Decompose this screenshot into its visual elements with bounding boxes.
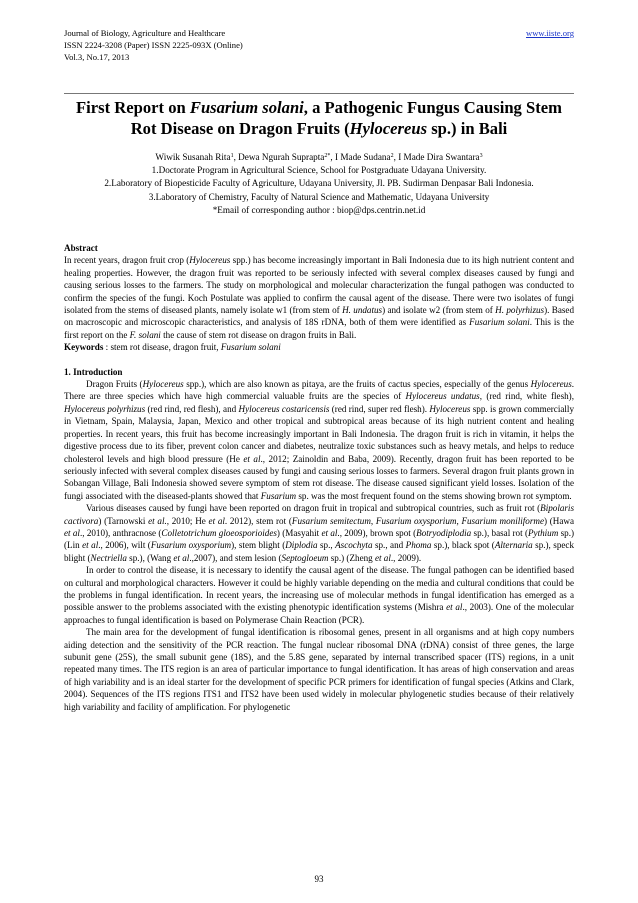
affiliation-3: 3.Laboratory of Chemistry, Faculty of Natural Science and Mathematic, Udayana University — [148, 191, 490, 202]
journal-issn: ISSN 2224-3208 (Paper) ISSN 2225-093X (Online) — [64, 40, 243, 50]
keywords: Keywords : stem rot disease, dragon fruit, Fusarium solani — [64, 342, 281, 353]
abstract-text: In recent years, dragon fruit crop (Hylocereus spp.) has become increasingly important in Bali Indonesia due to its high nutrient content and healing properties. However, the dragon fruit was reported to be seriously infected with several complex diseases caused by fungi and causing serious losses to the farmers. The study on morphological and molecular characterization the fungal pathogen was conducted to confirm the species of the fungi. Koch Postulate was applied to confirm the causal agent of the disease. There were two isolates of fungi isolated from the stems of diseased plants, namely isolate w1 (from stem of H. undatus) and isolate w2 (from stem of H. polyrhizus). Based on macroscopic and microscopic characteristics, and analysis of 18S rDNA, both of them were identified as Fusarium solani. This is the first report on the F. solani the cause of stem rot disease on dragon fruits in Bali. — [64, 255, 574, 340]
page-number: 93 — [314, 874, 324, 884]
introduction-heading: 1. Introduction — [64, 366, 123, 377]
paper-title: First Report on Fusarium solani, a Pathogenic Fungus Causing Stem Rot Disease on Dragon Fruits (Hylocereus sp.) in Bali — [76, 98, 562, 138]
affiliation-2: 2.Laboratory of Biopesticide Faculty of Agriculture, Udayana University, Jl. PB. Sudirman Denpasar Bali Indonesia. — [104, 178, 534, 189]
journal-header — [64, 27, 574, 63]
header-rule — [64, 93, 574, 94]
intro-paragraph-4: The main area for the development of fungal identification is ribosomal genes, present in all organisms and at high copy numbers aiding detection and the sensitivity of the PCR reaction. The fungal nuclear ribosomal DNA (rDNA) consist of three genes, the large subunit gene (25S), the small subunit gene (18S), and the 5.8S gene, separated by internal transcribed spacer (ITS) regions, in a unit repeated many times. The ITS region is an area of particular importance to fungal identification. It has areas of high conservation and areas of high variability and is an ideal starter for the development of specific PCR primers for identification of fungal species (Atkins and Clark, 2004). Sequences of the ITS regions ITS1 and ITS2 have been used widely in molecular phylogenetic studies because of their relatively high variability and facility of amplification. For phylogenetic — [64, 627, 574, 712]
corresponding-email: *Email of corresponding author : biop@dps.centrin.net.id — [212, 204, 426, 215]
intro-paragraph-2: Various diseases caused by fungi have been reported on dragon fruit in tropical and subtropical countries, such as fruit rot (Bipolaris cactivora) (Tarnowski et al., 2010; He et al. 2012), stem rot (Fusarium semitectum, Fusarium oxysporium, Fusarium moniliforme) (Hawa et al., 2010), anthracnose (Colletotrichum gloeosporioides) (Masyahit et al., 2009), brown spot (Botryodiplodia sp.), basal rot (Pythium sp.) (Lin et al., 2006), wilt (Fusarium oxysporium), stem blight (Diplodia sp., Ascochyta sp., and Phoma sp.), black spot (Alternaria sp.), speck blight (Nectriella sp.), (Wang et al.,2007), and stem lesion (Septogloeum sp.) (Zheng et al., 2009). — [64, 503, 575, 563]
intro-paragraph-1: Dragon Fruits (Hylocereus spp.), which are also known as pitaya, are the fruits of cactus species, especially of the genus Hylocereus. There are three species which have high commercial valuable fruits are the species of Hylocereus undatus, (red rind, white flesh), Hylocereus polyrhizus (red rind, red flesh), and Hylocereus costaricensis (red rind, super red flesh). Hylocereus spp. is grown commercially in Vietnam, Spain, Malaysia, Japan, Mexico and other tropical and subtropical areas because of its high nutrient content and healing properties. In recent years, this fruit has become increasingly important in Bali Indonesia. The dragon fruit is rich in vitamin, it helps the digestive process due to its fiber, prevent colon cancer and diabetes, neutralize toxic substances such as heavy metals, and helps to reduce cholesterol levels and high blood pressure (He et al., 2012; Zainoldin and Baba, 2009). Recently, dragon fruit has been reported to be seriously infected with several complex diseases caused by fungi and causing serious losses to farmers. Several dragon fruit plants grown in Sobangan Village, Bali Indonesia showed severe symptom of stem rot disease. The disease caused significant yield losses. Isolation of the fungi associated with the diseased-plants showed that Fusarium sp. was the most frequent found on the stems showing brown rot symptom. — [64, 379, 575, 501]
journal-volume: Vol.3, No.17, 2013 — [64, 52, 130, 62]
paper-body — [64, 242, 574, 713]
journal-website-link[interactable]: www.iiste.org — [526, 28, 574, 38]
journal-name: Journal of Biology, Agriculture and Healthcare — [64, 28, 226, 38]
author-list: Wiwik Susanah Rita$^1$, Dewa Ngurah Suprapta$^{2*}$, I Made Sudana$^2$, I Made Dira Swantara$^3$ — [155, 152, 483, 162]
author-block — [64, 150, 574, 217]
intro-paragraph-3: In order to control the disease, it is necessary to identify the causal agent of the disease. The fungal pathogen can be identified based on cultural and morphological characters. However it could be highly variable depending on the media and cultural conditions that could be the problems in fungal identification. In recent years, the increasing use of molecular methods in fungal identification has emerged as a possible answer to the problems associated with the existing phenotypic identification systems (Mishra et al., 2003). One of the molecular approaches to fungal identification is based on Polymerase Chain Reaction (PCR). — [64, 565, 574, 625]
abstract-heading: Abstract — [64, 243, 98, 253]
affiliation-1: 1.Doctorate Program in Agricultural Science, School for Postgraduate Udayana University. — [151, 165, 487, 176]
